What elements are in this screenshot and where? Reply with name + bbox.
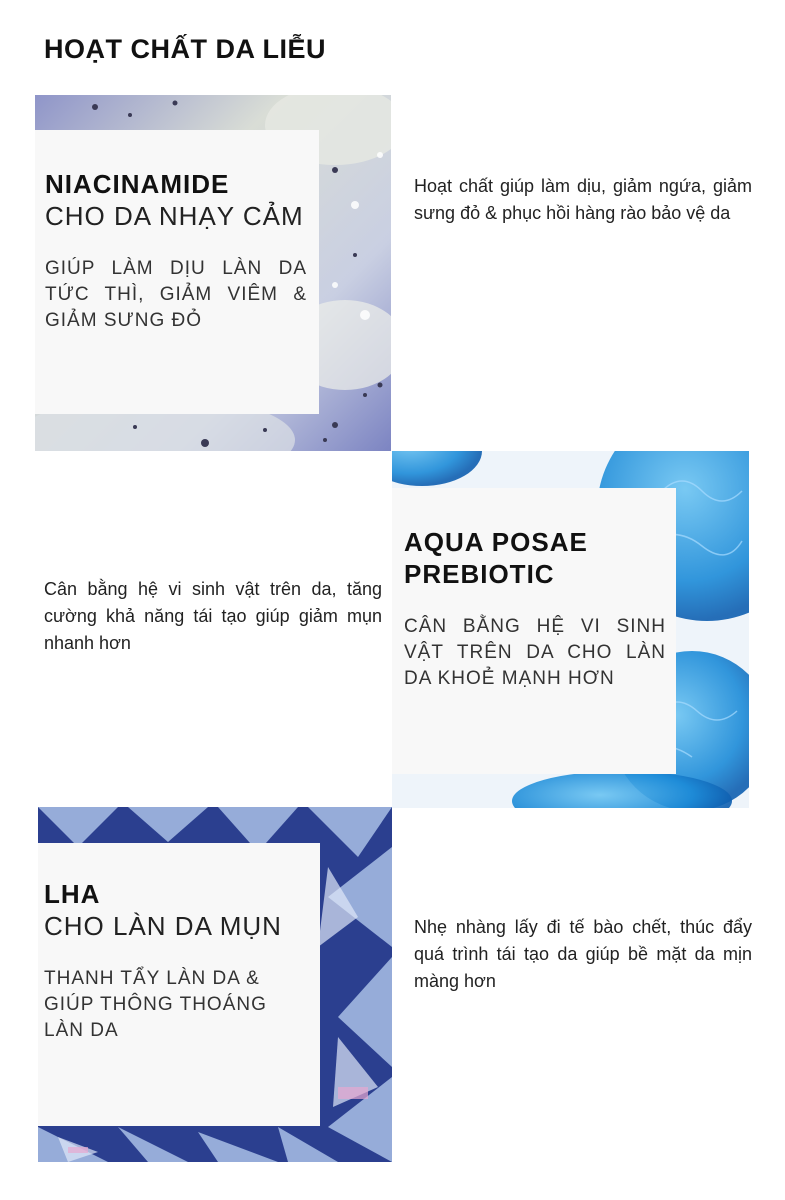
niacinamide-card — [35, 130, 319, 414]
niacinamide-title: NIACINAMIDE — [45, 169, 230, 199]
niacinamide-subtitle: CHO DA NHẠY CẢM — [45, 201, 304, 231]
aqua-posae-title-2: PREBIOTIC — [404, 559, 555, 589]
lha-subtitle: CHO LÀN DA MỤN — [44, 911, 282, 941]
aqua-posae-card — [392, 488, 676, 774]
lha-card — [38, 843, 320, 1126]
niacinamide-description: Hoạt chất giúp làm dịu, giảm ngứa, giảm sưng đỏ & phục hồi hàng rào bảo vệ da — [414, 176, 752, 223]
lha-title: LHA — [44, 879, 101, 909]
aqua-posae-description: Cân bằng hệ vi sinh vật trên da, tăng cường khả năng tái tạo giúp giảm mụn nhanh hơn — [44, 579, 382, 653]
lha-body: THANH TẨY LÀN DA & GIÚP THÔNG THOÁNG LÀN DA — [44, 968, 267, 1041]
page-title: HOẠT CHẤT DA LIỄU — [44, 34, 326, 64]
lha-description: Nhẹ nhàng lấy đi tế bào chết, thúc đẩy quá trình tái tạo da giúp bề mặt da mịn màng hơn — [414, 917, 752, 991]
aqua-posae-body: CÂN BẰNG HỆ VI SINH VẬT TRÊN DA CHO LÀN DA KHOẺ MẠNH HƠN — [404, 616, 666, 689]
niacinamide-body: GIÚP LÀM DỊU LÀN DA TỨC THÌ, GIẢM VIÊM & GIẢM SƯNG ĐỎ — [45, 258, 307, 331]
aqua-posae-title: AQUA POSAE — [404, 527, 588, 557]
